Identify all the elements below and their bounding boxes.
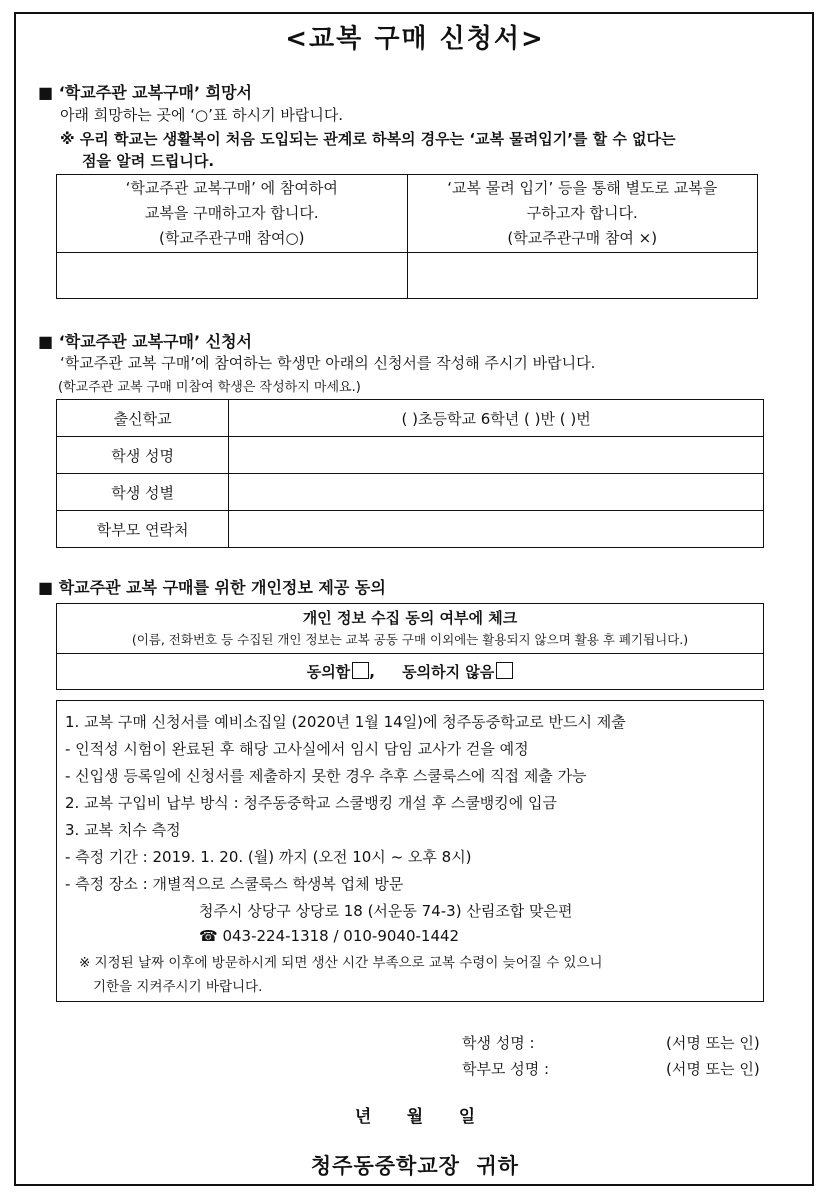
label-student-name: 학생 성명	[57, 437, 229, 474]
value-student-gender[interactable]	[229, 474, 764, 511]
option-participate-mark-cell[interactable]	[57, 253, 408, 299]
note-address: 청주시 상당구 상당로 18 (서운동 74-3) 산림조합 맞은편	[199, 902, 573, 920]
option-left-line2: 교복을 구매하고자 합니다.	[144, 204, 319, 222]
section1-instruction: 아래 희망하는 곳에 ‘○’표 하시기 바랍니다.	[60, 106, 344, 124]
option-right-line3: (학교주관구매 참여 ×)	[507, 229, 658, 247]
note-1a: - 인적성 시험이 완료된 후 해당 고사실에서 임시 담임 교사가 걷을 예정	[65, 740, 529, 758]
consent-choice-row	[57, 654, 764, 690]
consent-header	[57, 604, 764, 654]
option-handdown-mark-cell[interactable]	[407, 253, 758, 299]
date-line: 년 월 일	[354, 1107, 476, 1127]
disagree-label: 동의하지 않음	[402, 663, 495, 681]
value-school[interactable]: ( )초등학교 6학년 ( )반 ( )번	[229, 400, 764, 437]
note-warning-2: 기한을 지켜주시기 바랍니다.	[93, 979, 263, 995]
option-left-line3: (학교주관구매 참여○)	[159, 229, 305, 247]
section2-heading: ■ ‘학교주관 교복구매’ 신청서	[38, 332, 253, 351]
section3-heading: ■ 학교주관 교복 구매를 위한 개인정보 제공 동의	[38, 578, 386, 597]
option-right-line2: 구하고자 합니다.	[526, 204, 638, 222]
consent-note: (이름, 전화번호 등 수집된 개인 정보는 교복 공동 구매 이외에는 활용되지 않으며 활용 후 폐기됩니다.)	[131, 631, 689, 647]
option-left-line1: ‘학교주관 교복구매’ 에 참여하여	[125, 179, 338, 197]
section1-notice-line2: 점을 알려 드립니다.	[82, 152, 215, 170]
consent-separator: ,	[369, 663, 375, 681]
note-1: 1. 교복 구매 신청서를 예비소집일 (2020년 1월 14일)에 청주동중학교로 반드시 제출	[65, 713, 626, 731]
label-parent-contact: 학부모 연락처	[57, 511, 229, 548]
note-phone: ☎ 043-224-1318 / 010-9040-1442	[199, 927, 460, 945]
parent-sign-label: 학부모 성명 :	[462, 1060, 550, 1078]
note-warning-1: ※ 지정된 날짜 이후에 방문하시게 되면 생산 시간 부족으로 교복 수령이 늦어질 수 있으니	[79, 955, 603, 971]
note-3a: - 측정 기간 : 2019. 1. 20. (월) 까지 (오전 10시 ~ 오후 8시)	[65, 848, 472, 866]
section2-note: (학교주관 교복 구매 미참여 학생은 작성하지 마세요.)	[58, 380, 361, 395]
student-sign-hint[interactable]: (서명 또는 인)	[666, 1034, 760, 1052]
note-3: 3. 교복 치수 측정	[65, 821, 181, 839]
option-right-line1: ‘교복 물려 입기’ 등을 통해 별도로 교복을	[447, 179, 718, 197]
consent-title: 개인 정보 수집 동의 여부에 체크	[302, 608, 518, 627]
agree-checkbox[interactable]	[352, 662, 369, 679]
section1-heading: ■ ‘학교주관 교복구매’ 희망서	[38, 83, 253, 102]
note-3b: - 측정 장소 : 개별적으로 스쿨룩스 학생복 업체 방문	[65, 875, 404, 893]
parent-sign-hint[interactable]: (서명 또는 인)	[666, 1060, 760, 1078]
disagree-checkbox[interactable]	[496, 662, 513, 679]
application-table	[56, 399, 764, 548]
consent-table	[56, 603, 764, 690]
option-participate	[57, 175, 408, 253]
agree-label: 동의함	[306, 663, 351, 681]
value-parent-contact[interactable]	[229, 511, 764, 548]
option-handdown	[407, 175, 758, 253]
notes-box	[56, 700, 764, 1002]
preference-table	[56, 174, 758, 299]
note-1b: - 신입생 등록일에 신청서를 제출하지 못한 경우 추후 스쿨룩스에 직접 제출 가능	[65, 767, 587, 785]
section1-notice-line1: ※ 우리 학교는 생활복이 처음 도입되는 관계로 하복의 경우는 ‘교복 물려입기’를 할 수 없다는	[60, 130, 676, 148]
page-title: <교복 구매 신청서>	[285, 24, 545, 54]
value-student-name[interactable]	[229, 437, 764, 474]
student-sign-label: 학생 성명 :	[462, 1034, 535, 1052]
section2-instruction: ‘학교주관 교복 구매’에 참여하는 학생만 아래의 신청서를 작성해 주시기 바랍니다.	[60, 354, 596, 372]
addressee: 청주동중학교장 귀하	[310, 1154, 520, 1178]
label-school: 출신학교	[57, 400, 229, 437]
note-2: 2. 교복 구입비 납부 방식 : 청주동중학교 스쿨뱅킹 개설 후 스쿨뱅킹에 입금	[65, 794, 558, 812]
label-student-gender: 학생 성별	[57, 474, 229, 511]
